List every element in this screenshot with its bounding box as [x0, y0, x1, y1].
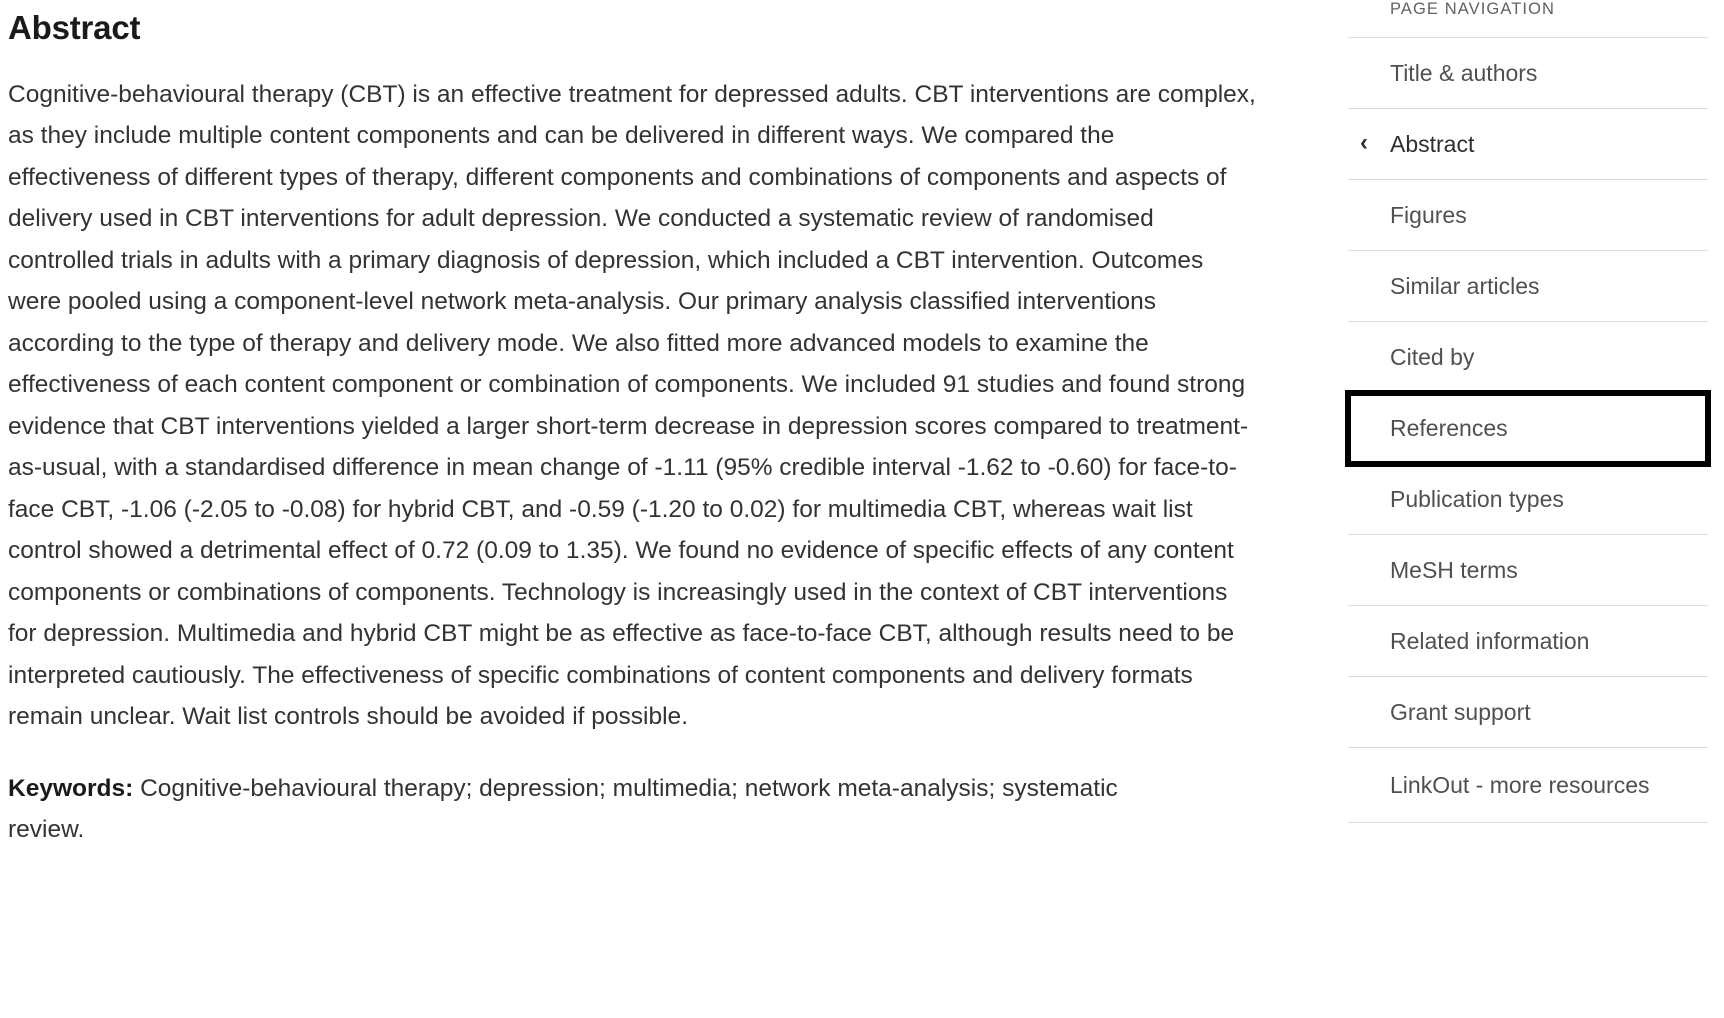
page-title: Abstract	[8, 9, 141, 46]
nav-item-mesh-terms[interactable]	[1348, 535, 1708, 606]
nav-item-label: Abstract	[1390, 131, 1475, 157]
nav-item-label: Publication types	[1390, 486, 1564, 512]
abstract-paragraph: Cognitive-behavioural therapy (CBT) is an effective treatment for depressed adults. CBT interventions are complex, as they include multiple content components and can be delivered in different ways. We compared the effectiveness of different types of therapy, different components and combinations of components and aspects of delivery used in CBT interventions for adult depression. We conducted a systematic review of randomised controlled trials in adults with a primary diagnosis of depression, which included a CBT intervention. Outcomes were pooled using a component-level network meta-analysis. Our primary analysis classified interventions according to the type of therapy and delivery mode. We also fitted more advanced models to examine the effectiveness of each content component or combination of components. We included 91 studies and found strong evidence that CBT interventions yielded a larger short-term decrease in depression scores compared to treatment-as-usual, with a standardised difference in mean change of -1.11 (95% credible interval -1.62 to -0.60) for face-to-face CBT, -1.06 (-2.05 to -0.08) for hybrid CBT, and -0.59 (-1.20 to 0.02) for multimedia CBT, whereas wait list control showed a detrimental effect of 0.72 (0.09 to 1.35). We found no evidence of specific effects of any content components or combinations of components. Technology is increasingly used in the context of CBT interventions for depression. Multimedia and hybrid CBT might be as effective as face-to-face CBT, although results need to be interpreted cautiously. The effectiveness of specific combinations of content components and delivery formats remain unclear. Wait list controls should be avoided if possible.	[8, 80, 1256, 731]
nav-item-grant-support[interactable]	[1348, 677, 1708, 748]
nav-item-label: Title & authors	[1390, 60, 1538, 86]
keywords-value: Cognitive-behavioural therapy; depression; multimedia; network meta-analysis; systematic review.	[8, 774, 1118, 844]
nav-item-related-information[interactable]	[1348, 606, 1708, 677]
keywords-line	[8, 768, 1188, 851]
nav-item-label: LinkOut - more resources	[1390, 772, 1650, 798]
nav-item-similar-articles[interactable]	[1348, 251, 1708, 322]
nav-item-label: Cited by	[1390, 344, 1475, 370]
nav-item-abstract[interactable]	[1348, 109, 1708, 180]
nav-item-label: MeSH terms	[1390, 557, 1518, 583]
page-navigation-list	[1348, 37, 1708, 823]
nav-item-label: Grant support	[1390, 699, 1531, 725]
nav-item-figures[interactable]	[1348, 180, 1708, 251]
nav-item-title-authors[interactable]	[1348, 38, 1708, 109]
nav-item-label: References	[1390, 415, 1508, 441]
keywords-label: Keywords:	[8, 774, 134, 802]
page-navigation-heading: PAGE NAVIGATION	[1390, 0, 1556, 18]
chevron-left-icon: ‹	[1360, 129, 1368, 156]
nav-item-references[interactable]	[1348, 393, 1708, 464]
nav-item-label: Figures	[1390, 202, 1467, 228]
nav-item-linkout[interactable]	[1348, 748, 1708, 823]
nav-item-publication-types[interactable]	[1348, 464, 1708, 535]
nav-item-label: Related information	[1390, 628, 1590, 654]
page-navigation	[1348, 0, 1724, 823]
nav-item-cited-by[interactable]	[1348, 322, 1708, 393]
nav-item-label: Similar articles	[1390, 273, 1540, 299]
